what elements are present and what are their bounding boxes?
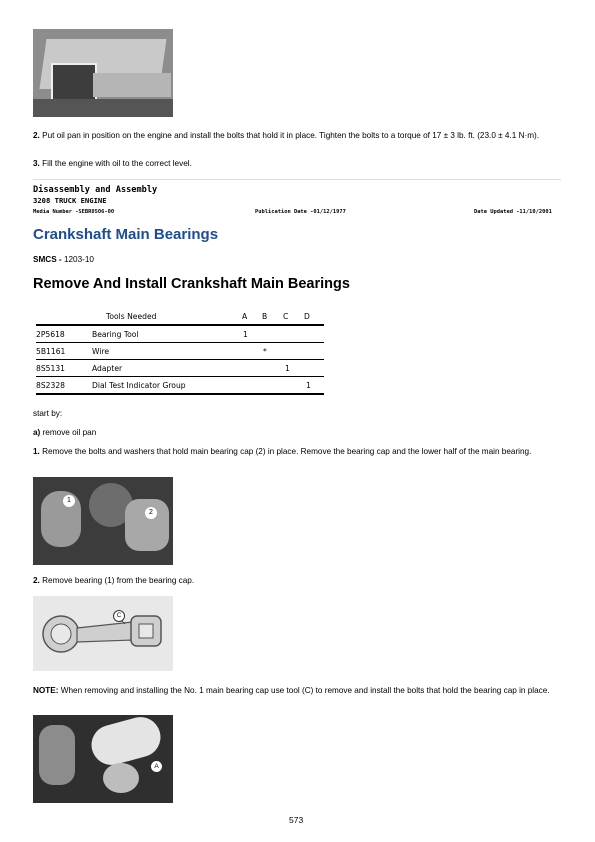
- callout-c: C: [113, 610, 125, 622]
- part-number: 8S2328: [36, 381, 65, 390]
- col-d-header: D: [304, 312, 310, 321]
- step-1: 1. Remove the bolts and washers that hold main bearing cap (2) in place. Remove the bearing cap and the lower half of the main bearing.: [33, 447, 532, 456]
- date-updated: Date Updated -11/10/2001: [474, 209, 552, 215]
- table-row: [36, 360, 324, 377]
- note: NOTE: When removing and installing the No. 1 main bearing cap use tool (C) to remove and install the bolts that hold the bearing cap in place.: [33, 686, 550, 695]
- tools-header-label: Tools Needed: [106, 312, 157, 321]
- tool-name: Bearing Tool: [92, 330, 139, 339]
- section-heading: Disassembly and Assembly: [33, 185, 158, 195]
- callout-a: A: [151, 761, 162, 772]
- media-number: Media Number -SEBR0506-00: [33, 209, 115, 215]
- col-b-header: B: [262, 312, 268, 321]
- page-number: 573: [289, 815, 304, 825]
- col-c-header: C: [283, 312, 289, 321]
- table-row: [36, 377, 324, 395]
- main-bearing-cap-photo: [33, 477, 173, 565]
- step-2: 2. Remove bearing (1) from the bearing cap.: [33, 576, 195, 585]
- engine-heading: 3208 TRUCK ENGINE: [33, 196, 107, 205]
- col-a-header: A: [242, 312, 248, 321]
- start-by: start by:: [33, 409, 63, 418]
- part-number: 8S5131: [36, 364, 65, 373]
- tools-table-header: [36, 308, 324, 326]
- tool-name: Adapter: [92, 364, 123, 373]
- tool-c-photo: [33, 596, 173, 671]
- qty-a: 1: [243, 330, 248, 339]
- step-3-top: 3. Fill the engine with oil to the correct level.: [33, 159, 192, 168]
- divider: [33, 179, 561, 180]
- callout-1: 1: [63, 495, 75, 507]
- publication-date: Publication Date -01/12/1977: [255, 209, 346, 215]
- table-row: [36, 343, 324, 360]
- part-number: 2P5618: [36, 330, 65, 339]
- tool-name: Wire: [92, 347, 110, 356]
- page-title: Crankshaft Main Bearings: [33, 226, 219, 243]
- wrench-icon: [33, 596, 173, 671]
- step-a: a) remove oil pan: [33, 428, 97, 437]
- qty-d: 1: [306, 381, 311, 390]
- smcs-code: SMCS - 1203-10: [33, 255, 94, 264]
- step-2-top: 2. Put oil pan in position on the engine and install the bolts that hold it in place. Tighten the bolts to a torque of 17 ± 3 lb. ft. (23.0 ± 4.1 N·m).: [33, 131, 540, 140]
- tool-name: Dial Test Indicator Group: [92, 381, 186, 390]
- tools-table: [36, 308, 324, 395]
- bearing-cap-bolt-photo: [33, 715, 173, 803]
- qty-c: 1: [285, 364, 290, 373]
- part-number: 5B1161: [36, 347, 66, 356]
- procedure-title: Remove And Install Crankshaft Main Bearings: [33, 276, 350, 292]
- callout-2: 2: [145, 507, 157, 519]
- oil-pan-photo: [33, 29, 173, 117]
- qty-b: *: [263, 347, 267, 356]
- table-row: [36, 326, 324, 343]
